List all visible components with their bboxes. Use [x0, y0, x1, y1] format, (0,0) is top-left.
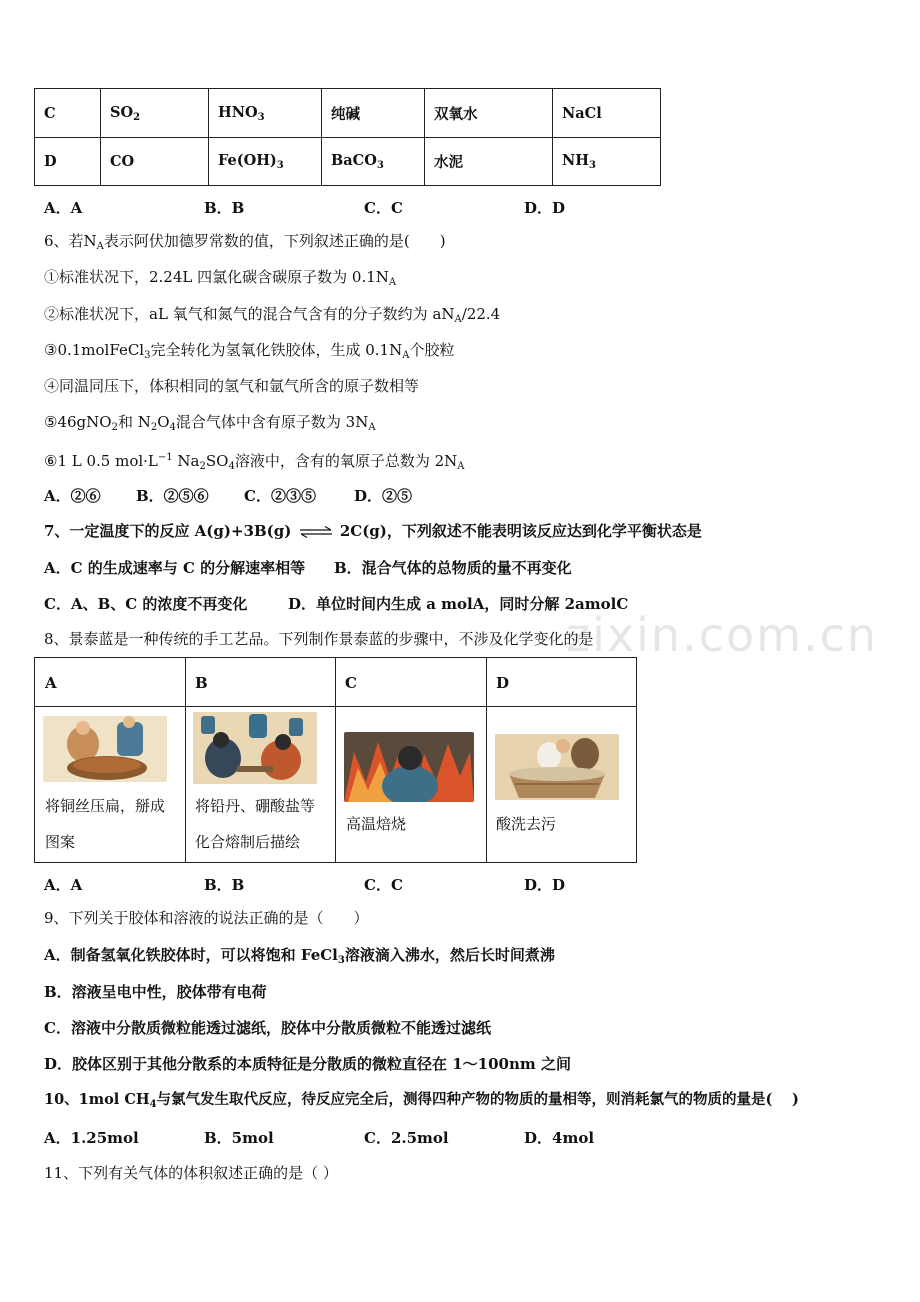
substance-table: [34, 88, 661, 186]
q6-statement-2: ②标准状况下，aL 氧气和氮气的混合气含有的分子数约为 $aN_A/22.4$: [44, 305, 501, 325]
q10-option-a[interactable]: A．1.25mol: [44, 1129, 139, 1147]
q7-stem: 7、一定温度下的反应 A(g)+3B(g) 2C(g)，下列叙述不能表明该反应达到化学平衡状态是: [44, 522, 702, 540]
equilibrium-arrow-icon: [299, 526, 333, 538]
q9-option-d[interactable]: D．胶体区别于其他分散系的本质特征是分散质的微粒直径在 1～100nm 之间: [44, 1055, 571, 1073]
table-cell: 双氧水: [425, 89, 553, 138]
q9-option-b[interactable]: B．溶液呈电中性，胶体带有电荷: [44, 983, 267, 1001]
table-cell: CO: [101, 138, 209, 186]
q9-stem: 9、下列关于胶体和溶液的说法正确的是（ ）: [44, 909, 369, 927]
table-cell: C: [35, 89, 101, 138]
watermark: zixin.com.cn: [566, 608, 879, 662]
q5-option-d[interactable]: D．D: [524, 199, 566, 217]
q6-stem: 6、若$N_A$表示阿伏加德罗常数的值，下列叙述正确的是( ): [44, 232, 446, 252]
q7-option-a[interactable]: A．C 的生成速率与 C 的分解速率相等: [44, 559, 306, 577]
q8-stem: 8、景泰蓝是一种传统的手工艺品。下列制作景泰蓝的步骤中，不涉及化学变化的是: [44, 630, 594, 648]
q11-stem: 11、下列有关气体的体积叙述正确的是（ ）: [44, 1164, 338, 1182]
q7-option-b[interactable]: B．混合气体的总物质的量不再变化: [334, 559, 572, 577]
q9-option-a[interactable]: A．制备氢氧化铁胶体时，可以将饱和 FeCl$_3$溶液滴入沸水，然后长时间煮沸: [44, 946, 555, 966]
q8-header-c: C: [345, 674, 357, 692]
illustration-a-image: [43, 716, 167, 782]
q7-option-d[interactable]: D．单位时间内生成 a molA，同时分解 2amolC: [288, 595, 629, 613]
table-cell: $SO_2$: [101, 89, 209, 138]
table-row: [35, 89, 661, 138]
q5-option-c[interactable]: C．C: [364, 199, 403, 217]
q8-header-a: A: [45, 674, 57, 692]
q8-caption-d: 酸洗去污: [496, 815, 557, 833]
q10-option-b[interactable]: B．5mol: [204, 1129, 274, 1147]
q8-option-d[interactable]: D．D: [524, 876, 566, 894]
table-cell: D: [35, 138, 101, 186]
q6-option-d[interactable]: D．②⑤: [354, 487, 413, 505]
table-row: [35, 138, 661, 186]
q8-caption-c: 高温焙烧: [346, 815, 407, 833]
q7-option-c[interactable]: C．A、B、C 的浓度不再变化: [44, 595, 248, 613]
illustration-c-image: [344, 732, 474, 802]
q5-option-a[interactable]: A．A: [44, 199, 83, 217]
table-cell: $NH_3$: [553, 138, 661, 186]
q6-statement-3: ③0.1molFeCl$_3$完全转化为氢氧化铁胶体，生成 $0.1N_A$个胶粒: [44, 341, 455, 361]
q8-caption-a-line1: 将铜丝压扁，掰成: [45, 797, 166, 815]
q6-statement-6: ⑥1 L 0.5 $mol\cdot L^{-1}$ $Na_2SO_4$溶液中，含有的氧原子总数为 $2N_A$: [44, 452, 465, 472]
q8-option-b[interactable]: B．B: [204, 876, 245, 894]
q8-table: [34, 657, 637, 863]
q8-option-a[interactable]: A．A: [44, 876, 83, 894]
q10-option-d[interactable]: D．4mol: [524, 1129, 595, 1147]
illustration-d-image: [495, 734, 619, 800]
q6-option-b[interactable]: B．②⑤⑥: [136, 487, 209, 505]
q6-statement-5: ⑤46gNO$_2$和 $N_2O_4$混合气体中含有原子数为 $3N_A$: [44, 413, 376, 433]
table-cell: $HNO_3$: [209, 89, 322, 138]
q9-option-c[interactable]: C．溶液中分散质微粒能透过滤纸，胶体中分散质微粒不能透过滤纸: [44, 1019, 491, 1037]
q8-caption-b-line1: 将铅丹、硼酸盐等: [195, 797, 316, 815]
q6-option-c[interactable]: C．②③⑤: [244, 487, 316, 505]
table-divider: [35, 706, 636, 707]
q8-caption-b-line2: 化合熔制后描绘: [195, 833, 301, 851]
table-cell: 纯碱: [322, 89, 425, 138]
table-cell: BaCO$_3$: [322, 138, 425, 186]
q8-caption-a-line2: 图案: [45, 833, 76, 851]
q10-stem: 10、1mol $CH_4$与氯气发生取代反应，待反应完全后，测得四种产物的物质的量相等，则消耗氯气的物质的量是( ): [44, 1091, 799, 1110]
table-divider: [335, 658, 336, 862]
q10-option-c[interactable]: C．2.5mol: [364, 1129, 449, 1147]
q8-header-b: B: [195, 674, 208, 692]
q8-header-d: D: [496, 674, 510, 692]
q6-option-a[interactable]: A．②⑥: [44, 487, 101, 505]
q6-statement-4: ④同温同压下，体积相同的氢气和氩气所含的原子数相等: [44, 377, 420, 395]
table-cell: 水泥: [425, 138, 553, 186]
table-cell: $Fe(OH)_3$: [209, 138, 322, 186]
table-divider: [185, 658, 186, 862]
table-divider: [486, 658, 487, 862]
q8-option-c[interactable]: C．C: [364, 876, 403, 894]
illustration-b-image: [193, 712, 317, 784]
q6-statement-1: ①标准状况下，2.24L 四氯化碳含碳原子数为 $0.1N_A$: [44, 268, 397, 288]
table-cell: NaCl: [553, 89, 661, 138]
q5-option-b[interactable]: B．B: [204, 199, 245, 217]
